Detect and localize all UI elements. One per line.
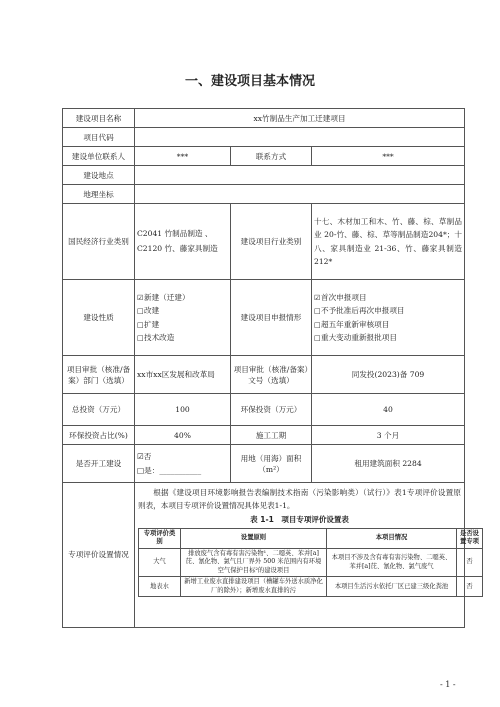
special-paragraph: 根据《建设项目环境影响报告表编制技术指南（污染影响类）（试行）》表1专项评价设置原则表，本项目专项评价设置情况具体见表1-1。 bbox=[138, 488, 462, 510]
value-industry: C2041 竹制品制造 、C2120 竹、藤家具制造 bbox=[135, 204, 231, 280]
label-land-area: 用地（用海）面积（m²） bbox=[231, 445, 312, 483]
value-project-industry: 十七、木材加工和木、竹、藤、棕、草制品业 20-竹、藤、棕、草等制品制造204*；十八、家具制造业 21-36、竹、藤家具制造 212* bbox=[312, 204, 465, 280]
label-env-investment: 环保投资（万元） bbox=[231, 394, 312, 426]
label-construction-period: 施工工期 bbox=[231, 426, 312, 445]
special-eval-table bbox=[138, 528, 483, 598]
row-industry bbox=[63, 204, 465, 280]
project-info-table bbox=[62, 108, 479, 628]
started-yes-option[interactable]: □是：___________ bbox=[137, 465, 202, 475]
value-env-investment: 40 bbox=[312, 394, 465, 426]
label-location: 建设地点 bbox=[63, 166, 135, 185]
value-construction-period: 3 个月 bbox=[312, 426, 465, 445]
checkbox-new-icon: ☑ bbox=[137, 293, 144, 302]
label-special: 专项评价设置情况 bbox=[63, 483, 135, 628]
label-declare: 建设项目申报情形 bbox=[231, 280, 312, 356]
row-project-name bbox=[63, 109, 465, 128]
table-row: 大气 排放废气含有毒有害污染物¹、二噁英、苯并[a]芘、氰化物、氯气且厂界外 500 米范围内有环境空气保护目标²的建设项目 本项目不涉及含有毒有害污染物、二噁英、苯并[a]芘、氰化物、氯气废气 否 bbox=[139, 548, 483, 577]
row-unit-contact bbox=[63, 147, 465, 166]
value-investment: 100 bbox=[135, 394, 231, 426]
header-principle: 设置原则 bbox=[181, 528, 327, 548]
started-yes-blank: ___________ bbox=[159, 465, 202, 475]
value-approval-dept: xx市xx区发展和改革局 bbox=[135, 356, 231, 394]
value-project-name: xx竹制品生产加工迁建项目 bbox=[135, 109, 465, 128]
label-coordinates: 地理坐标 bbox=[63, 185, 135, 204]
label-started: 是否开工建设 bbox=[63, 445, 135, 483]
label-approval-dept: 项目审批（核准/备案）部门（选填） bbox=[63, 356, 135, 394]
row-coordinates bbox=[63, 185, 465, 204]
value-approval-no: 同发投(2023)备 709 bbox=[312, 356, 465, 394]
row-approval bbox=[63, 356, 465, 394]
label-nature: 建设性质 bbox=[63, 280, 135, 356]
row-special bbox=[63, 483, 465, 628]
declare-option[interactable]: □超五年重新审核项目 bbox=[314, 318, 462, 331]
section-title: 一、建设项目基本情况 bbox=[184, 74, 315, 89]
label-project-name: 建设项目名称 bbox=[63, 109, 135, 128]
label-approval-no: 项目审批（核准/备案）文号（选填） bbox=[231, 356, 312, 394]
nature-option[interactable]: □改建 bbox=[137, 304, 228, 317]
label-project-code: 项目代码 bbox=[63, 128, 135, 147]
header-situation: 本项目情况 bbox=[327, 528, 457, 548]
checkbox-tech-icon: □ bbox=[137, 333, 144, 342]
header-category: 专项评价类别 bbox=[139, 528, 181, 548]
value-env-ratio: 40% bbox=[135, 426, 231, 445]
checkbox-expand-icon: □ bbox=[137, 320, 144, 329]
value-coordinates bbox=[135, 185, 465, 204]
started-no-option[interactable]: ☑否 bbox=[137, 451, 152, 461]
checkbox-resubmit-icon: □ bbox=[314, 307, 321, 316]
table-row: 地表水 新增工业废水直排建设项目（槽罐车外送水质净化厂的除外）；新增废水直排的污 本项目生活污水依托厂区已建三级化粪池 否 bbox=[139, 577, 483, 597]
value-project-code bbox=[135, 128, 465, 147]
declare-option[interactable]: □重大变动重新报批项目 bbox=[314, 331, 462, 344]
label-investment: 总投资（万元） bbox=[63, 394, 135, 426]
label-project-industry: 建设项目行业类别 bbox=[231, 204, 312, 280]
checkbox-rebuild-icon: □ bbox=[137, 307, 144, 316]
row-started bbox=[63, 445, 465, 483]
row-nature bbox=[63, 280, 465, 356]
label-industry: 国民经济行业类别 bbox=[63, 204, 135, 280]
label-env-ratio: 环保投资占比(%) bbox=[63, 426, 135, 445]
declare-option[interactable]: □不予批准后再次申报项目 bbox=[314, 304, 462, 317]
header-set: 是否设置专项 bbox=[457, 528, 483, 548]
row-project-code bbox=[63, 128, 465, 147]
declare-options bbox=[312, 280, 465, 356]
label-contact-method: 联系方式 bbox=[231, 147, 312, 166]
sub-table-caption: 表 1-1 项目专项评价设置表 bbox=[250, 515, 349, 525]
value-contact-method: *** bbox=[312, 147, 465, 166]
row-env-ratio bbox=[63, 426, 465, 445]
checkbox-first-icon: ☑ bbox=[314, 293, 321, 302]
row-location bbox=[63, 166, 465, 185]
sub-table-header bbox=[139, 528, 483, 548]
special-content bbox=[135, 483, 479, 628]
page-number: - 1 - bbox=[440, 680, 456, 689]
nature-options bbox=[135, 280, 231, 356]
nature-option[interactable]: □技术改造 bbox=[137, 331, 228, 344]
checkbox-change-icon: □ bbox=[314, 333, 321, 342]
nature-option[interactable]: ☑新建（迁建） bbox=[137, 291, 228, 304]
value-unit-contact: *** bbox=[135, 147, 231, 166]
checkbox-review-icon: □ bbox=[314, 320, 321, 329]
nature-option[interactable]: □扩建 bbox=[137, 318, 228, 331]
row-investment bbox=[63, 394, 465, 426]
value-location bbox=[135, 166, 465, 185]
value-land-area: 租用建筑面积 2284 bbox=[312, 445, 465, 483]
label-unit-contact: 建设单位联系人 bbox=[63, 147, 135, 166]
started-options bbox=[135, 445, 231, 483]
declare-option[interactable]: ☑首次申报项目 bbox=[314, 291, 462, 304]
